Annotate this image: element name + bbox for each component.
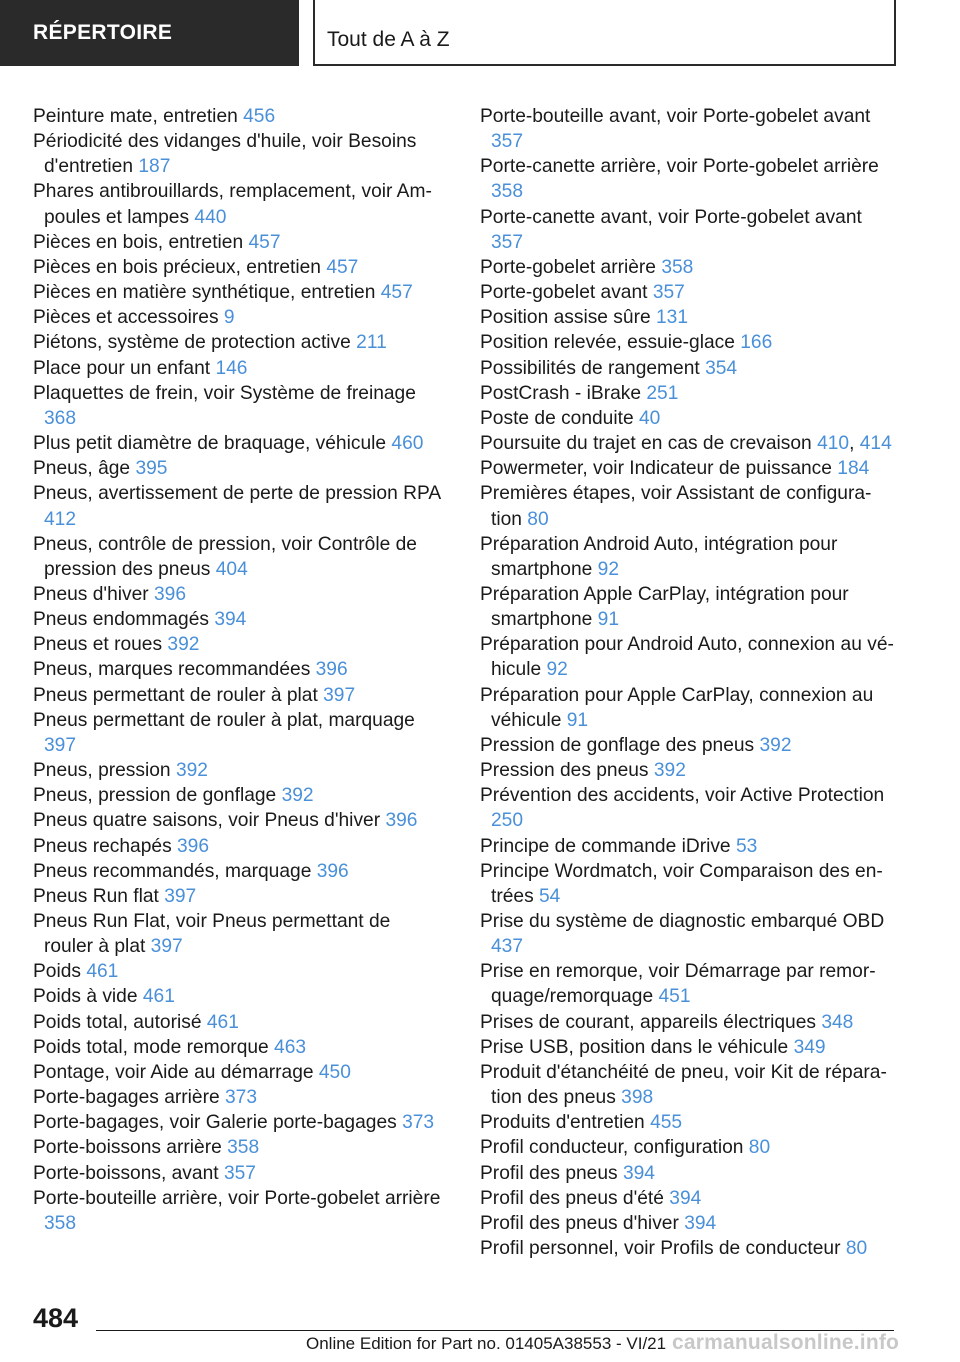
index-entry-label: Périodicité des vidanges d'huile, voir Besoins d'entretien (33, 131, 417, 178)
index-entry-label: Porte-bouteille arrière, voir Porte-gobelet arrière (33, 1187, 441, 1209)
index-entry-label: Pneus permettant de rouler à plat (33, 684, 318, 706)
section-tab (0, 0, 299, 66)
page-link[interactable]: 146 (215, 357, 248, 379)
index-entry (480, 330, 895, 355)
index-entry (33, 356, 443, 381)
index-entry-label: Pièces et accessoires (33, 307, 219, 329)
index-entry (480, 959, 895, 1009)
page-link[interactable]: 251 (646, 382, 679, 404)
index-entry (33, 984, 443, 1009)
index-entry (33, 783, 443, 808)
page-link[interactable]: 396 (385, 810, 418, 832)
index-entry-label: Place pour un enfant (33, 357, 211, 379)
index-entry-label: Pneus permettant de rouler à plat, marquage (33, 709, 415, 731)
index-entry (33, 1186, 443, 1236)
index-entry-label: Préparation pour Android Auto, connexion au véhicule (480, 634, 894, 681)
index-entry-label: Pneus Run Flat, voir Pneus permettant de rouler à plat (33, 911, 391, 958)
index-entry (33, 330, 443, 355)
index-entry (480, 733, 895, 758)
page-link[interactable]: 460 (391, 433, 424, 455)
index-entry (480, 632, 895, 682)
page-number: 484 (33, 1303, 79, 1333)
index-entry-label: Poste de conduite (480, 407, 634, 429)
index-entry (480, 104, 895, 154)
page-link[interactable]: 457 (248, 231, 281, 253)
index-entry-label: Plus petit diamètre de braquage, véhicule (33, 433, 387, 455)
index-entry (480, 582, 895, 632)
page-link[interactable]: 396 (154, 583, 187, 605)
index-entry (480, 406, 895, 431)
index-entry (480, 1186, 895, 1211)
page-link[interactable]: 396 (315, 659, 348, 681)
index-entry (33, 532, 443, 582)
index-entry (33, 1110, 443, 1135)
index-entry-label: Prise USB, position dans le véhicule (480, 1036, 789, 1058)
index-entry (33, 1135, 443, 1160)
section-title (313, 0, 896, 66)
index-entry-label: Piétons, système de protection active (33, 332, 351, 354)
page-link[interactable]: 414 (859, 433, 892, 455)
index-entry (33, 884, 443, 909)
index-entry-label: Premières étapes, voir Assistant de configuration (480, 483, 872, 530)
index-entry (33, 104, 443, 129)
page-link[interactable]: 392 (167, 634, 200, 656)
index-entry-label: Porte-canette avant, voir Porte-gobelet avant (480, 206, 862, 228)
page-link[interactable]: 54 (539, 885, 561, 907)
index-entry (33, 683, 443, 708)
page-link[interactable]: 412 (44, 508, 77, 530)
page-link[interactable]: 394 (622, 1162, 655, 1184)
page-link[interactable]: 397 (44, 734, 77, 756)
page-link[interactable]: 91 (597, 609, 620, 631)
page-link[interactable]: 357 (223, 1162, 256, 1184)
index-entry (33, 959, 443, 984)
page-link[interactable]: 457 (380, 282, 413, 304)
index-entry-label: Porte-gobelet avant (480, 282, 648, 304)
index-entry-label: Porte-boissons, avant (33, 1162, 219, 1184)
page-link[interactable]: 40 (638, 407, 661, 429)
index-entry-label: Phares antibrouillards, remplacement, voir Ampoules et lampes (33, 181, 432, 228)
index-entry (480, 1060, 895, 1110)
page-link[interactable]: 463 (274, 1036, 307, 1058)
index-entry-label: Poids total, autorisé (33, 1011, 202, 1033)
index-entry (33, 456, 443, 481)
index-entry-label: Poids à vide (33, 986, 138, 1008)
page-link[interactable]: 354 (705, 357, 738, 379)
page-link[interactable]: 392 (759, 734, 792, 756)
page-link[interactable]: 450 (318, 1061, 351, 1083)
index-entry (480, 859, 895, 909)
index-entry (480, 280, 895, 305)
index-entry (480, 205, 895, 255)
page-link[interactable]: 394 (684, 1212, 717, 1234)
index-entry-label: Principe de commande iDrive (480, 835, 731, 857)
index-entry-label: Produit d'étanchéité de pneu, voir Kit de réparation des pneus (480, 1061, 887, 1109)
index-entry-label: Pneus, pression (33, 760, 171, 782)
index-entry-label: Pression des pneus (480, 760, 649, 782)
index-entry-label: Position assise sûre (480, 307, 651, 329)
index-entry (33, 230, 443, 255)
index-entry (480, 1010, 895, 1035)
page-link[interactable]: 440 (194, 206, 227, 228)
page-link[interactable]: 358 (227, 1137, 260, 1159)
index-entry (480, 909, 895, 959)
index-entry (33, 179, 443, 229)
page-link[interactable]: 80 (845, 1238, 868, 1260)
index-entry (33, 582, 443, 607)
index-entry (33, 657, 443, 682)
index-entry-label: Pontage, voir Aide au démarrage (33, 1061, 314, 1083)
index-entry-label: Pneus Run flat (33, 885, 159, 907)
index-entry-label: Prises de courant, appareils électriques (480, 1011, 816, 1033)
index-entry (33, 255, 443, 280)
index-entry (480, 356, 895, 381)
page-link[interactable]: 392 (653, 760, 686, 782)
index-entry-label: Powermeter, voir Indicateur de puissance (480, 458, 832, 480)
index-entry-label: Porte-canette arrière, voir Porte-gobelet arrière (480, 156, 879, 178)
page-link[interactable]: 184 (837, 458, 870, 480)
page-link[interactable]: 396 (177, 835, 210, 857)
index-entry (480, 532, 895, 582)
index-entry-label: Pneus, marques recommandées (33, 659, 311, 681)
index-entry-label: Prise en remorque, voir Démarrage par remorquage/remorquage (480, 961, 876, 1008)
page-link[interactable]: 357 (491, 231, 524, 253)
watermark: carmanualsonline.info (672, 1331, 900, 1354)
index-entry: Poursuite du trajet en cas de crevaison 410, 414 (480, 433, 892, 455)
page-link[interactable]: 166 (740, 332, 773, 354)
index-entry (33, 808, 443, 833)
index-entry (480, 1211, 895, 1236)
index-entry (480, 154, 895, 204)
index-entry (33, 758, 443, 783)
page-link[interactable]: 437 (491, 936, 524, 958)
index-entry (480, 1161, 895, 1186)
index-entry-label: Pièces en bois précieux, entretien (33, 256, 321, 278)
page-link[interactable]: 373 (402, 1112, 435, 1134)
page-link[interactable]: 461 (86, 961, 119, 983)
index-entry-label: Profil conducteur, configuration (480, 1137, 744, 1159)
index-entry-label: Principe Wordmatch, voir Comparaison des entrées (480, 860, 883, 907)
index-entry-label: Poursuite du trajet en cas de crevaison (480, 433, 812, 455)
index-entry (33, 129, 443, 179)
index-entry (480, 1110, 895, 1135)
index-entry-label: Produits d'entretien (480, 1112, 645, 1134)
page-link[interactable]: 395 (135, 458, 168, 480)
page-link[interactable]: 394 (669, 1187, 702, 1209)
index-entry (480, 758, 895, 783)
page-link[interactable]: 92 (546, 659, 568, 681)
index-entry-label: Pression de gonflage des pneus (480, 734, 755, 756)
index-entry-label: Prévention des accidents, voir Active Protection (480, 785, 885, 807)
index-entry-label: PostCrash - iBrake (480, 382, 642, 404)
index-entry (33, 481, 443, 531)
index-entry-label: Pneus, contrôle de pression, voir Contrôle de pression des pneus (33, 533, 417, 580)
index-entry (33, 909, 443, 959)
page-link[interactable]: 397 (164, 885, 197, 907)
index-entry-label: Pneus recommandés, marquage (33, 860, 312, 882)
index-entry-label: Pièces en bois, entretien (33, 231, 244, 253)
index-entry (33, 1060, 443, 1085)
page-link[interactable]: 397 (150, 936, 183, 958)
index-entry (480, 1135, 895, 1160)
edition-note: Online Edition for Part no. 01405A38553 - VI/21 (306, 1334, 667, 1353)
index-entry-label: Profil des pneus (480, 1162, 618, 1184)
index-entry-label: Porte-bagages arrière (33, 1087, 220, 1109)
index-entry-label: Porte-bagages, voir Galerie porte-bagages (33, 1112, 397, 1134)
page-link[interactable]: 357 (491, 131, 524, 153)
index-entry-label: Pneus, avertissement de perte de pression RPA (33, 483, 441, 505)
page-link[interactable]: 358 (491, 181, 524, 203)
index-entry-label: Position relevée, essuie-glace (480, 332, 735, 354)
page-link[interactable]: 349 (793, 1036, 826, 1058)
page-link[interactable]: 394 (214, 609, 247, 631)
page-link[interactable]: 211 (356, 332, 387, 354)
index-entry-label: Pneus endommagés (33, 609, 209, 631)
page-link[interactable]: 53 (735, 835, 758, 857)
index-entry (480, 381, 895, 406)
page-link[interactable]: 9 (223, 307, 235, 329)
index-column-left (33, 104, 443, 1236)
page-link[interactable]: 373 (225, 1087, 258, 1109)
page-link[interactable]: 92 (597, 558, 620, 580)
index-entry-label: Pièces en matière synthétique, entretien (33, 282, 376, 304)
index-entry (480, 255, 895, 280)
page-link[interactable]: 357 (652, 282, 685, 304)
page-link[interactable]: 457 (326, 256, 359, 278)
page-link[interactable]: 131 (655, 307, 688, 329)
page-link[interactable]: 404 (215, 558, 248, 580)
page-link[interactable]: 398 (621, 1087, 654, 1109)
index-entry-label: Poids (33, 961, 81, 983)
index-entry-label: Pneus quatre saisons, voir Pneus d'hiver (33, 810, 381, 832)
index-entry (33, 859, 443, 884)
index-entry-label: Préparation Android Auto, intégration pour smartphone (480, 533, 838, 580)
index-entry (33, 431, 443, 456)
index-entry (33, 1085, 443, 1110)
page-link[interactable]: 358 (661, 256, 694, 278)
index-entry-label: Prise du système de diagnostic embarqué OBD (480, 911, 885, 932)
index-entry-label: Porte-bouteille avant, voir Porte-gobelet avant (480, 106, 871, 127)
index-entry-label: Préparation pour Apple CarPlay, connexion au véhicule (480, 684, 874, 731)
page-link[interactable]: 187 (138, 156, 171, 178)
section-tab-label: RÉPERTOIRE (33, 21, 173, 44)
page-link[interactable]: 392 (175, 760, 208, 782)
index-column-right (480, 104, 895, 1261)
index-entry (33, 1010, 443, 1035)
index-entry (33, 1035, 443, 1060)
section-title-label: Tout de A à Z (327, 28, 450, 51)
index-entry (33, 1161, 443, 1186)
index-entry-label: Pneus d'hiver (33, 583, 149, 605)
index-entry (480, 481, 895, 531)
page-link[interactable]: 461 (142, 986, 175, 1008)
index-entry (480, 305, 895, 330)
page-link[interactable]: 397 (323, 684, 356, 706)
page-link[interactable]: 392 (281, 785, 314, 807)
page-link[interactable]: 80 (748, 1137, 771, 1159)
index-entry-label: Possibilités de rangement (480, 357, 700, 379)
index-entry (33, 632, 443, 657)
index-entry (480, 783, 895, 833)
index-entry (480, 1035, 895, 1060)
index-entry-label: Pneus, pression de gonflage (33, 785, 277, 807)
index-entry-label: Pneus rechapés (33, 835, 172, 857)
page-link[interactable]: 396 (316, 860, 349, 882)
index-entry (480, 683, 895, 733)
page-link[interactable]: 368 (44, 407, 77, 429)
index-entry (33, 280, 443, 305)
page-link[interactable]: 358 (44, 1212, 77, 1234)
page-link[interactable]: 91 (566, 709, 589, 731)
index-entry (480, 456, 895, 481)
page-link[interactable]: 461 (206, 1011, 239, 1033)
page-link[interactable]: 451 (658, 986, 691, 1008)
index-entry (480, 834, 895, 859)
index-entry-label: Pneus, âge (33, 458, 131, 480)
index-entry-label: Profil personnel, voir Profils de conducteur (480, 1238, 841, 1260)
index-entry-label: Plaquettes de frein, voir Système de freinage (33, 382, 416, 404)
index-entry-label: Préparation Apple CarPlay, intégration pour smartphone (480, 583, 849, 631)
index-entry-label: Profil des pneus d'hiver (480, 1212, 679, 1234)
page-link[interactable]: 456 (243, 106, 276, 127)
index-entry (480, 1236, 895, 1261)
index-entry (33, 305, 443, 330)
index-entry-label: Profil des pneus d'été (480, 1187, 664, 1209)
page-link[interactable]: 80 (527, 508, 549, 530)
index-entry-label: Poids total, mode remorque (33, 1036, 269, 1058)
index-entry-label: Peinture mate, entretien (33, 106, 238, 127)
index-entry (33, 708, 443, 758)
page-link[interactable]: 250 (491, 810, 524, 832)
index-entry-label: Pneus et roues (33, 634, 163, 656)
page-link[interactable]: 410 (817, 433, 850, 455)
page-link[interactable]: 455 (650, 1112, 683, 1134)
index-entry (33, 607, 443, 632)
index-entry (33, 381, 443, 431)
index-entry-label: Porte-gobelet arrière (480, 256, 656, 278)
index-entry-label: Porte-boissons arrière (33, 1137, 222, 1159)
page-link[interactable]: 348 (821, 1011, 854, 1033)
index-entry (33, 834, 443, 859)
